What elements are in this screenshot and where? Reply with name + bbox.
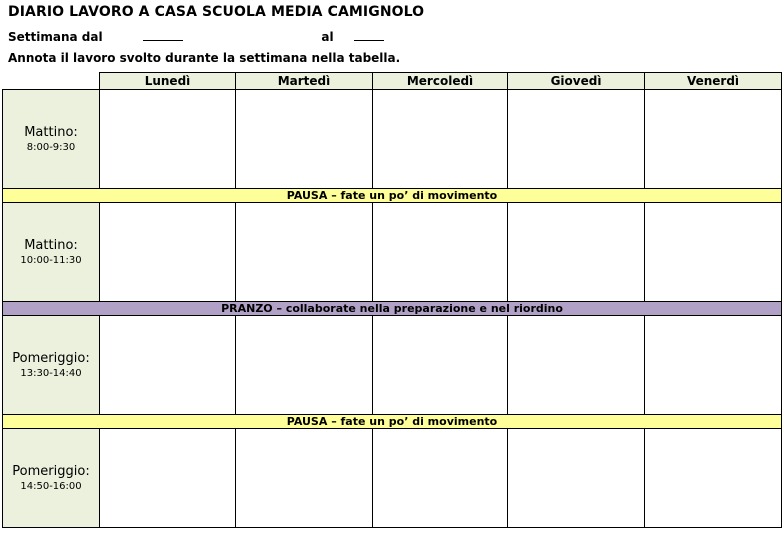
day-header-monday: Lunedì bbox=[100, 73, 236, 90]
time-slot-label bbox=[3, 316, 100, 415]
entry-cell[interactable] bbox=[508, 429, 645, 528]
table-row bbox=[3, 90, 782, 189]
entry-cell[interactable] bbox=[373, 429, 508, 528]
instruction-text: Annota il lavoro svolto durante la settimana nella tabella. bbox=[8, 51, 401, 65]
entry-cell[interactable] bbox=[645, 316, 782, 415]
document-title: DIARIO LAVORO A CASA SCUOLA MEDIA CAMIGNOLO bbox=[8, 4, 425, 20]
break-banner: PAUSA – fate un po’ di movimento bbox=[3, 415, 782, 429]
slot-period: Mattino: bbox=[24, 125, 78, 140]
break-row bbox=[3, 415, 782, 429]
break-row bbox=[3, 189, 782, 203]
entry-cell[interactable] bbox=[508, 316, 645, 415]
entry-cell[interactable] bbox=[236, 316, 373, 415]
entry-cell[interactable] bbox=[236, 429, 373, 528]
break-row bbox=[3, 302, 782, 316]
slot-period: Mattino: bbox=[24, 238, 78, 253]
slot-period: Pomeriggio: bbox=[12, 464, 90, 479]
day-header-thursday: Giovedì bbox=[508, 73, 645, 90]
entry-cell[interactable] bbox=[373, 203, 508, 302]
slot-period: Pomeriggio: bbox=[12, 351, 90, 366]
week-from-blank[interactable] bbox=[143, 28, 183, 41]
entry-cell[interactable] bbox=[645, 90, 782, 189]
time-slot-label bbox=[3, 90, 100, 189]
table-corner bbox=[3, 73, 100, 90]
break-banner: PAUSA – fate un po’ di movimento bbox=[3, 189, 782, 203]
table-row bbox=[3, 316, 782, 415]
weekly-diary-table bbox=[2, 72, 782, 528]
week-range-line bbox=[8, 28, 384, 44]
entry-cell[interactable] bbox=[508, 90, 645, 189]
slot-time: 14:50-16:00 bbox=[20, 481, 82, 492]
entry-cell[interactable] bbox=[100, 90, 236, 189]
day-header-tuesday: Martedì bbox=[236, 73, 373, 90]
table-row bbox=[3, 203, 782, 302]
entry-cell[interactable] bbox=[645, 203, 782, 302]
lunch-banner: PRANZO – collaborate nella preparazione e nel riordino bbox=[3, 302, 782, 316]
time-slot-label bbox=[3, 203, 100, 302]
week-from-label: Settimana dal bbox=[8, 30, 103, 44]
entry-cell[interactable] bbox=[373, 90, 508, 189]
slot-time: 13:30-14:40 bbox=[20, 368, 82, 379]
entry-cell[interactable] bbox=[100, 316, 236, 415]
week-to-blank[interactable] bbox=[354, 28, 384, 41]
week-to-label: al bbox=[321, 30, 334, 44]
entry-cell[interactable] bbox=[236, 90, 373, 189]
entry-cell[interactable] bbox=[508, 203, 645, 302]
day-header-wednesday: Mercoledì bbox=[373, 73, 508, 90]
table-row bbox=[3, 429, 782, 528]
time-slot-label bbox=[3, 429, 100, 528]
slot-time: 10:00-11:30 bbox=[20, 255, 82, 266]
day-header-row bbox=[3, 73, 782, 90]
entry-cell[interactable] bbox=[100, 203, 236, 302]
entry-cell[interactable] bbox=[645, 429, 782, 528]
entry-cell[interactable] bbox=[236, 203, 373, 302]
entry-cell[interactable] bbox=[373, 316, 508, 415]
entry-cell[interactable] bbox=[100, 429, 236, 528]
day-header-friday: Venerdì bbox=[645, 73, 782, 90]
slot-time: 8:00-9:30 bbox=[26, 142, 76, 153]
